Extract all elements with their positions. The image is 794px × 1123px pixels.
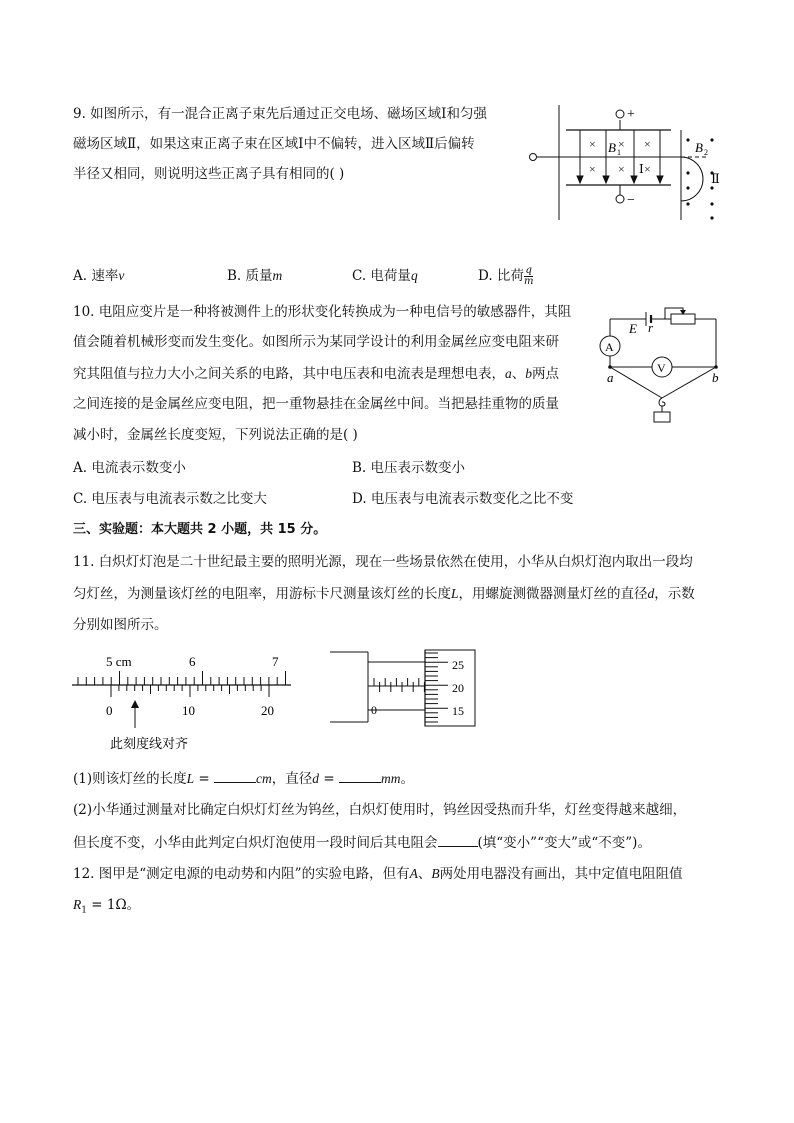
diameter-answer-blank[interactable] xyxy=(339,768,381,783)
voltmeter-label: V xyxy=(657,361,666,375)
q9-option-b: B. 质量m xyxy=(227,268,283,284)
micrometer-thimble-label-15: 15 xyxy=(452,704,464,718)
caliper-main-label-6: 6 xyxy=(189,654,196,669)
q10-option-b: B. 电压表示数变小 xyxy=(352,460,466,476)
caliper-vernier-label-0: 0 xyxy=(106,703,113,718)
micrometer-sleeve-label-0: 0 xyxy=(371,703,377,717)
q10-figure-circuit xyxy=(598,296,728,428)
b1-subscript: 1 xyxy=(617,148,621,157)
q11-part-2-line-2: 但长度不变，小华由此判定白炽灯泡使用一段时间后其电阻会 (填“变小”“变大”或“不变”)。 xyxy=(73,832,651,853)
q11-line-1: 11. 白炽灯灯泡是二十世纪最主要的照明光源，现在一些场景依然在使用，小华从白炽灯泡内取出一段均 xyxy=(73,554,693,570)
alignment-note: 此刻度线对齐 xyxy=(110,736,189,751)
svg-text:×: × xyxy=(589,137,596,151)
caliper-vernier-label-10: 10 xyxy=(182,703,195,718)
micrometer-thimble-label-20: 20 xyxy=(452,681,464,695)
minus-sign: − xyxy=(627,193,635,208)
caliper-main-label-7: 7 xyxy=(272,654,279,669)
b2-label: B xyxy=(695,140,703,155)
ammeter-label: A xyxy=(605,340,614,354)
micrometer-figure xyxy=(328,648,488,728)
plus-sign: + xyxy=(627,107,635,122)
q10-line-1: 10. 电阻应变片是一种将被测件上的形状变化转换成为一种电信号的敏感器件，其阻 xyxy=(73,304,572,320)
q11-line-3: 分别如图所示。 xyxy=(73,617,168,633)
q9-line-3: 半径又相同，则说明这些正离子具有相同的( ) xyxy=(73,166,345,182)
q9-line-1: 9. 如图所示，有一混合正离子束先后通过正交电场、磁场区域Ⅰ和匀强 xyxy=(73,106,488,122)
region-1-label: Ⅰ xyxy=(639,162,644,176)
length-answer-blank[interactable] xyxy=(214,768,256,783)
q10-line-3: 究其阻值与拉力大小之间关系的电路，其中电压表和电流表是理想电表，a、b两点 xyxy=(73,366,559,382)
svg-text:×: × xyxy=(644,162,651,176)
svg-text:×: × xyxy=(618,137,625,151)
q10-option-c: C. 电压表与电流表示数之比变大 xyxy=(73,491,267,507)
q9-figure-field-diagram xyxy=(526,100,726,225)
b1-label: B xyxy=(608,140,616,155)
internal-resistance-label: r xyxy=(648,320,654,335)
q10-option-a: A. 电流表示数变小 xyxy=(73,460,186,476)
micrometer-thimble-label-25: 25 xyxy=(452,658,464,672)
emf-label: E xyxy=(629,321,637,336)
q10-line-2: 值会随着机械形变而发生变化。如图所示为某同学设计的利用金属丝应变电阻来研 xyxy=(73,334,559,350)
q9-option-c: C. 电荷量q xyxy=(352,268,418,284)
vernier-caliper-figure xyxy=(66,648,306,758)
section-3-heading: 三、实验题：本大题共 2 小题，共 15 分。 xyxy=(73,522,327,537)
svg-text:×: × xyxy=(589,162,596,176)
q11-part-1: (1)则该灯丝的长度L = cm，直径d = mm。 xyxy=(73,768,414,789)
caliper-main-label-5cm: 5 cm xyxy=(106,654,132,669)
point-b-label: b xyxy=(712,370,719,385)
svg-text:×: × xyxy=(644,137,651,151)
charge-mass-ratio-fraction: $\frac{q}{m}$ xyxy=(523,265,534,287)
q10-line-4: 之间连接的是金属丝应变电阻，把一重物悬挂在金属丝中间。当把悬挂重物的质量 xyxy=(73,396,559,412)
resistance-change-answer-blank[interactable] xyxy=(438,832,478,847)
b2-subscript: 2 xyxy=(704,148,708,157)
q12-line-1: 12. 图甲是“测定电源的电动势和内阻”的实验电路，但有A、B两处用电器没有画出，其中定值电阻阻值 xyxy=(73,866,683,882)
q11-part-2-line-1: (2)小华通过测量对比确定白炽灯灯丝为钨丝，白炽灯使用时，钨丝因受热而升华，灯丝变得越来越细， xyxy=(73,802,687,818)
q12-line-2: $R_1 = 1\Omega$。 xyxy=(73,897,141,916)
q9-option-a: A. 速率v xyxy=(73,268,125,284)
q10-line-5: 减小时，金属丝长度变短，下列说法正确的是( ) xyxy=(73,427,358,443)
q9-option-d: D. 比荷 $\frac{q}{m}$ xyxy=(478,265,534,287)
q10-option-d: D. 电压表与电流表示数变化之比不变 xyxy=(352,491,574,507)
q11-line-2: 匀灯丝，为测量该灯丝的电阻率，用游标卡尺测量该灯丝的长度L，用螺旋测微器测量灯丝的直径d，示数 xyxy=(73,586,695,602)
q9-line-2: 磁场区域Ⅱ，如果这束正离子束在区域Ⅰ中不偏转，进入区域Ⅱ后偏转 xyxy=(73,136,475,152)
svg-text:×: × xyxy=(618,162,625,176)
point-a-label: a xyxy=(607,370,614,385)
region-2-label: Ⅱ xyxy=(711,171,720,186)
caliper-vernier-label-20: 20 xyxy=(261,703,274,718)
